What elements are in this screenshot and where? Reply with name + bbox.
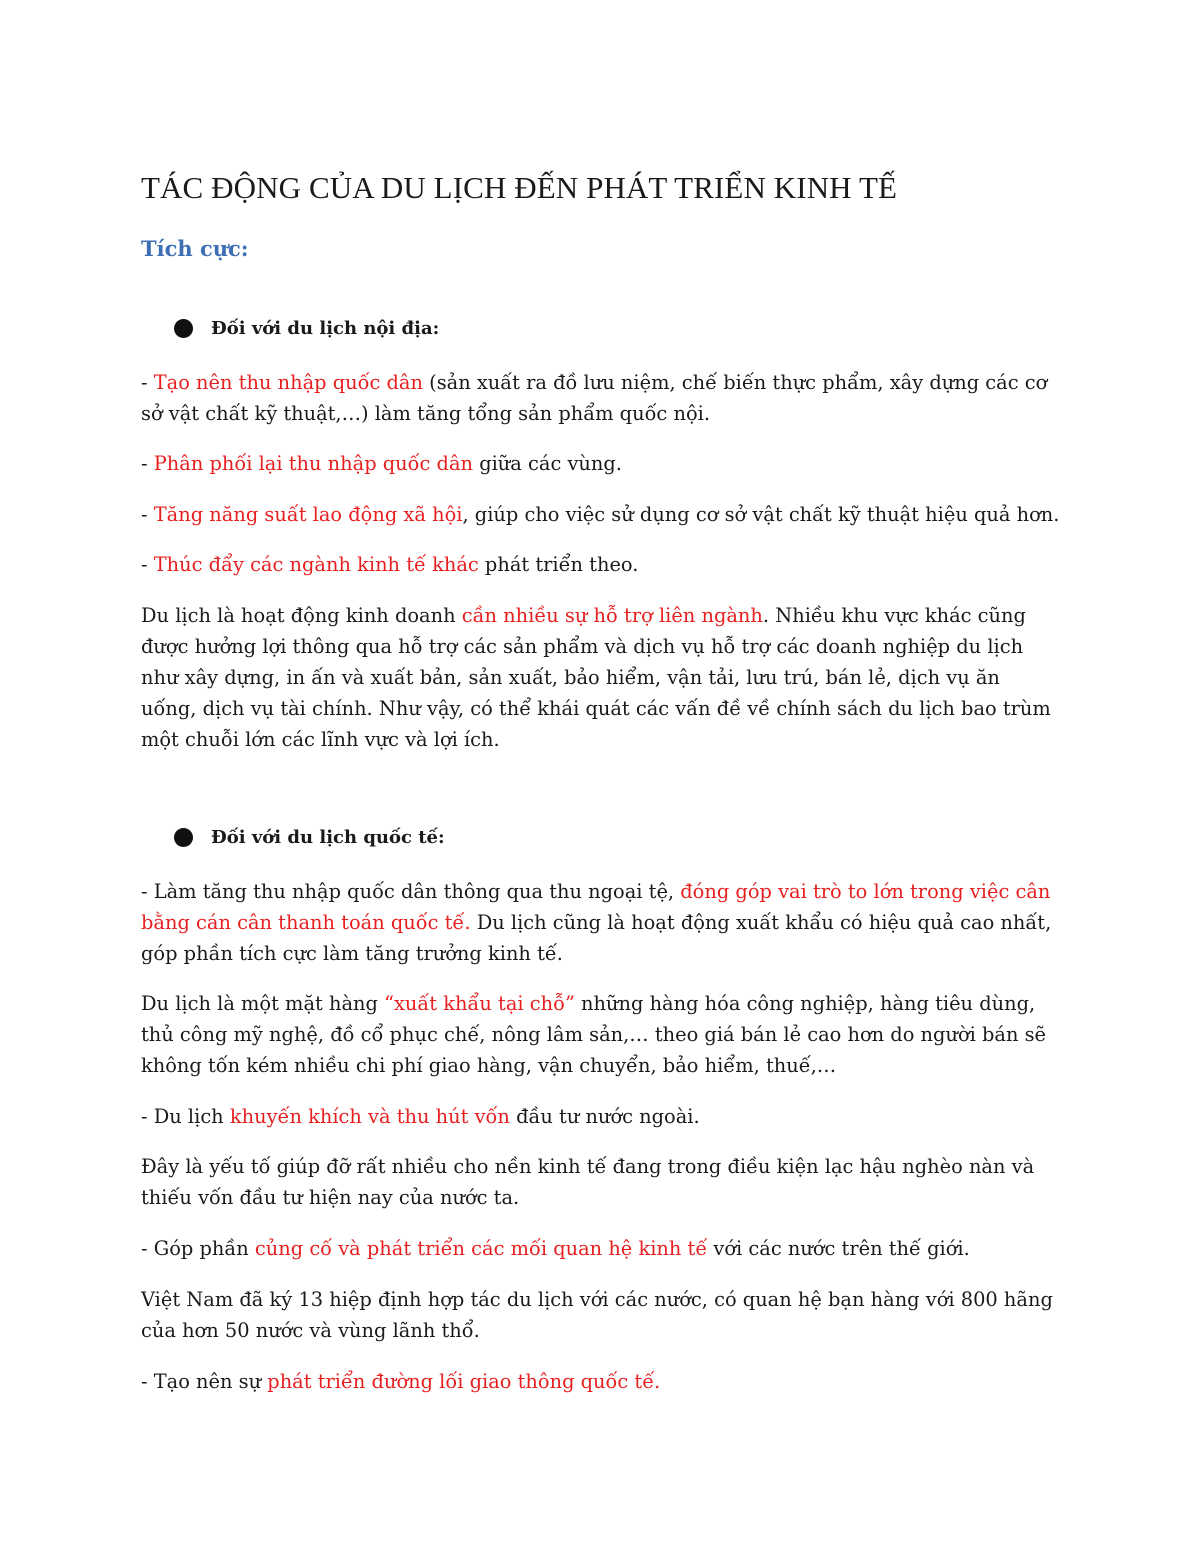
section-heading-label: Đối với du lịch nội địa: [211,318,440,339]
text-run: Việt Nam đã ký 13 hiệp định hợp tác du lịch với các nước, có quan hệ bạn hàng với 800 hãng của hơn 50 nước và vùng lãnh thổ. [141,1288,1053,1342]
page-title: TÁC ĐỘNG CỦA DU LỊCH ĐẾN PHÁT TRIỂN KINH TẾ [141,170,898,205]
section-heading-domestic [174,318,439,339]
highlight-run: Tăng năng suất lao động xã hội [153,503,463,526]
paragraph [141,367,1061,429]
text-run: đầu tư nước ngoài. [509,1105,700,1128]
paragraph [141,600,1061,755]
text-run: - [141,553,154,576]
subheading-positive: Tích cực: [141,236,249,261]
text-run: , giúp cho việc sử dụng cơ sở vật chất kỹ thuật hiệu quả hơn. [462,503,1060,526]
text-run: Du lịch là một mặt hàng [141,992,385,1015]
paragraph [141,448,1061,479]
text-run: - [141,503,154,526]
highlight-run: khuyến khích và thu hút vốn [229,1105,510,1128]
text-run: - Làm tăng thu nhập quốc dân thông qua thu ngoại tệ, [141,880,681,903]
highlight-run: củng cố và phát triển các mối quan hệ kinh tế [254,1237,708,1260]
highlight-run: phát triển đường lối giao thông quốc tế. [267,1370,661,1393]
text-run: Du lịch là hoạt động kinh doanh [141,604,462,627]
paragraph [141,499,1061,530]
highlight-run: Tạo nên thu nhập quốc dân [153,371,423,394]
bullet-icon [174,828,193,847]
paragraph [141,988,1061,1081]
highlight-run: đóng góp vai trò to lớn trong việc cân bằng cán cân thanh toán quốc tế. [141,880,1051,934]
highlight-run: “xuất khẩu tại chỗ” [384,992,575,1015]
highlight-run: cần nhiều sự hỗ trợ liên ngành [461,604,763,627]
text-run: - Du lịch [141,1105,230,1128]
text-run: Đây là yếu tố giúp đỡ rất nhiều cho nền kinh tế đang trong điều kiện lạc hậu nghèo nàn và thiếu vốn đầu tư hiện nay của nước ta. [141,1155,1035,1209]
highlight-run: Thúc đẩy các ngành kinh tế khác [153,553,479,576]
highlight-run: Phân phối lại thu nhập quốc dân [153,452,474,475]
text-run: (sản xuất ra đồ lưu niệm, chế biến thực phẩm, xây dựng các cơ sở vật chất kỹ thuật,…) làm tăng tổng sản phẩm quốc nội. [141,371,1048,425]
text-run: . Nhiều khu vực khác cũng được hưởng lợi thông qua hỗ trợ các sản phẩm và dịch vụ hỗ trợ các doanh nghiệp du lịch như xây dựng, in ấn và xuất bản, sản xuất, bảo hiểm, vận tải, lưu trú, bán lẻ, dịch vụ ăn uống, dịch vụ tài chính. Như vậy, có thể khái quát các vấn đề về chính sách du lịch bao trùm một chuỗi lớn các lĩnh vực và lợi ích. [141,604,1051,751]
paragraph [141,1233,1061,1264]
section-heading-label: Đối với du lịch quốc tế: [211,827,445,848]
paragraph [141,549,1061,580]
paragraph [141,1101,1061,1132]
paragraph [141,1366,1061,1397]
section-heading-international [174,827,445,848]
text-run: phát triển theo. [478,553,639,576]
paragraph [141,1151,1061,1213]
text-run: giữa các vùng. [473,452,622,475]
text-run: - Tạo nên sự [141,1370,268,1393]
text-run: những hàng hóa công nghiệp, hàng tiêu dùng, thủ công mỹ nghệ, đồ cổ phục chế, nông lâm sản,… theo giá bán lẻ cao hơn do người bán sẽ không tốn kém nhiều chi phí giao hàng, vận chuyển, bảo hiểm, thuế,… [141,992,1047,1077]
paragraph [141,1284,1061,1346]
text-run: - [141,452,154,475]
text-run: - [141,371,154,394]
bullet-icon [174,319,193,338]
text-run: với các nước trên thế giới. [707,1237,970,1260]
text-run: Du lịch cũng là hoạt động xuất khẩu có hiệu quả cao nhất, góp phần tích cực làm tăng trưởng kinh tế. [141,911,1052,965]
paragraph [141,876,1061,969]
text-run: - Góp phần [141,1237,255,1260]
